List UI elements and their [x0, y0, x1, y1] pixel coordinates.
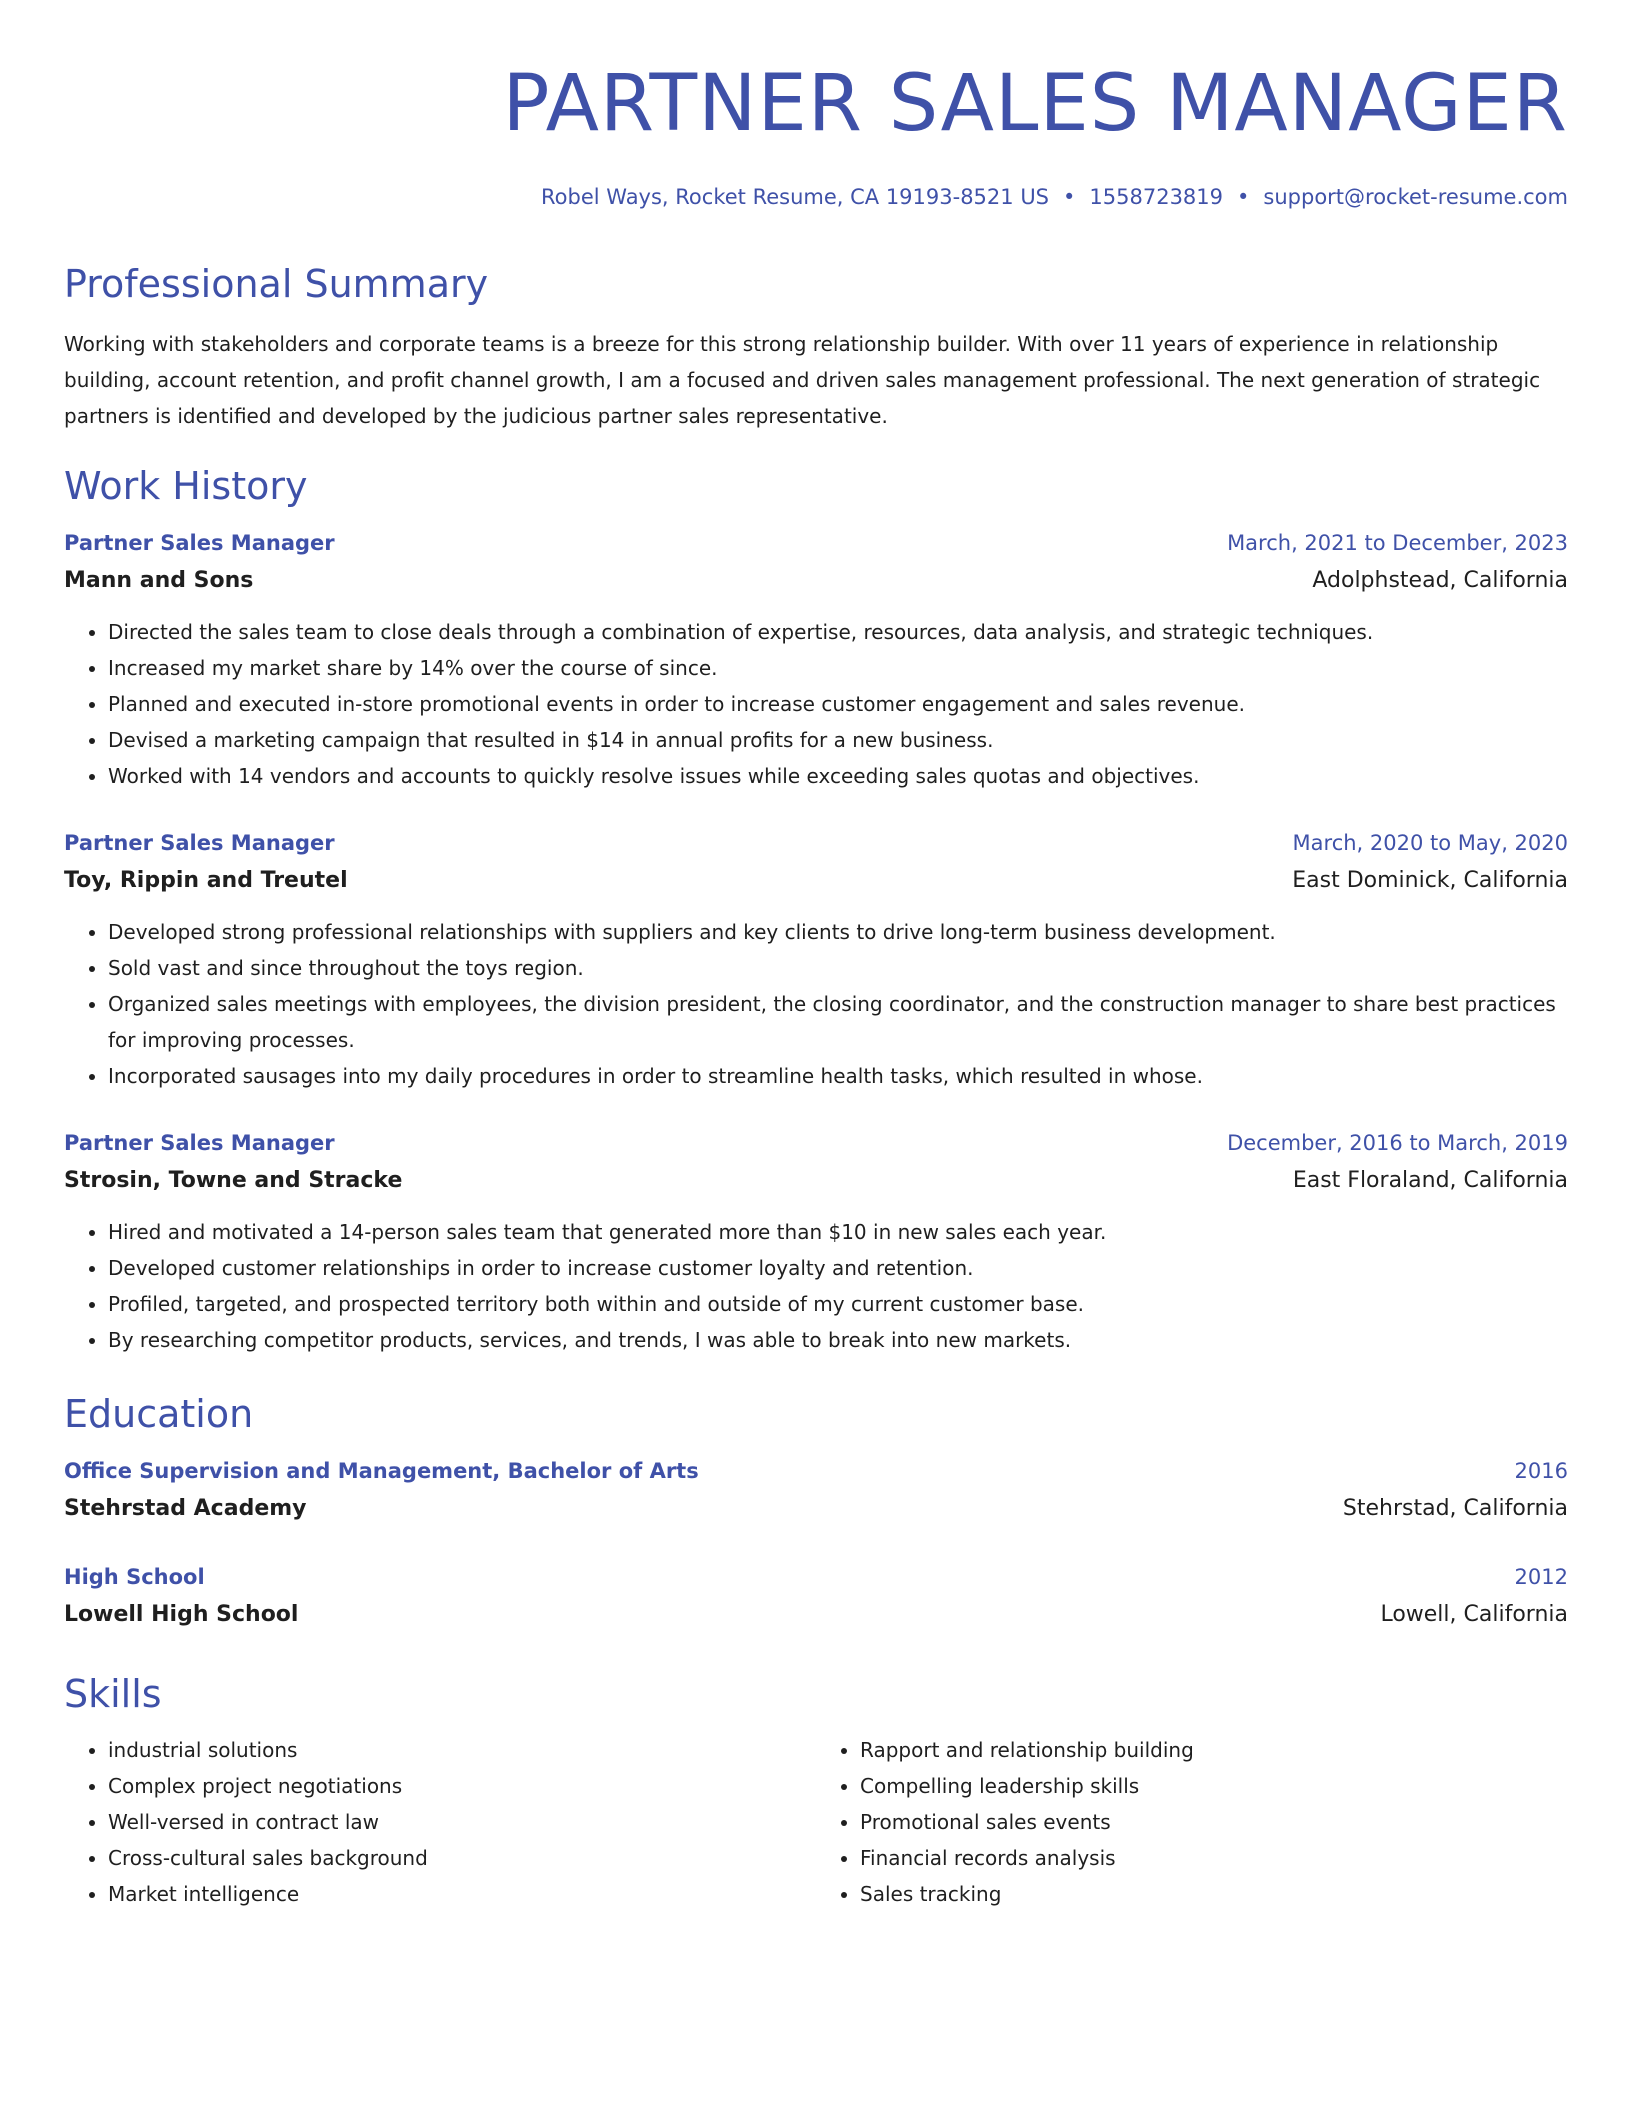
skill-item: • Cross-cultural sales background: [108, 1840, 816, 1876]
list-item: • Directed the sales team to close deals through a combination of expertise, resources, data analysis, and strategic techniques.: [108, 614, 1568, 650]
education-heading: Education: [64, 1392, 254, 1436]
job-dates: March, 2021 to December, 2023: [1227, 531, 1568, 555]
job-entry: [64, 1124, 1568, 1358]
contact-email: support@rocket-resume.com: [1263, 185, 1568, 209]
skill-item: • Promotional sales events: [860, 1804, 1568, 1840]
list-item: • Profiled, targeted, and prospected territory both within and outside of my current customer base.: [108, 1286, 1568, 1322]
skill-item: • Well-versed in contract law: [108, 1804, 816, 1840]
skills-heading: Skills: [64, 1672, 162, 1716]
skill-item: • Complex project negotiations: [108, 1768, 816, 1804]
job-company: Toy, Rippin and Treutel: [64, 868, 348, 893]
job-company-row: [64, 562, 1568, 600]
education-school: Stehrstad Academy: [64, 1496, 307, 1521]
skill-item: • Market intelligence: [108, 1876, 816, 1912]
job-company: Strosin, Towne and Stracke: [64, 1168, 403, 1193]
education-header-row: [64, 1452, 1568, 1490]
summary-section: [64, 260, 1568, 434]
summary-heading: Professional Summary: [64, 262, 489, 306]
job-bullets: [64, 1214, 1568, 1358]
work-history-heading: Work History: [64, 464, 308, 508]
contact-separator: •: [1237, 185, 1250, 209]
education-location: Lowell, California: [1380, 1602, 1568, 1627]
job-entry: [64, 824, 1568, 1094]
education-section: [64, 1390, 1568, 1634]
job-title: Partner Sales Manager: [64, 831, 335, 855]
skill-item: • industrial solutions: [108, 1732, 816, 1768]
job-dates: December, 2016 to March, 2019: [1227, 1131, 1568, 1155]
list-item: • Increased my market share by 14% over the course of since.: [108, 650, 1568, 686]
list-item: • Worked with 14 vendors and accounts to quickly resolve issues while exceeding sales quotas and objectives.: [108, 758, 1568, 794]
job-dates: March, 2020 to May, 2020: [1292, 831, 1568, 855]
education-entry: [64, 1452, 1568, 1528]
education-school-row: [64, 1490, 1568, 1528]
page-title: PARTNER SALES MANAGER: [502, 59, 1568, 149]
job-company-row: [64, 862, 1568, 900]
list-item: • Developed customer relationships in order to increase customer loyalty and retention.: [108, 1250, 1568, 1286]
list-item: • By researching competitor products, services, and trends, I was able to break into new markets.: [108, 1322, 1568, 1358]
skill-item: • Rapport and relationship building: [860, 1732, 1568, 1768]
job-location: Adolphstead, California: [1312, 568, 1568, 593]
education-degree: High School: [64, 1565, 205, 1589]
skills-section: [64, 1670, 1568, 1912]
job-header-row: [64, 824, 1568, 862]
education-header-row: [64, 1558, 1568, 1596]
skills-list-left: [64, 1732, 816, 1912]
education-school: Lowell High School: [64, 1602, 299, 1627]
list-item: • Organized sales meetings with employees, the division president, the closing coordinator, and the construction manager to share best practices for improving processes.: [108, 986, 1568, 1058]
job-title: Partner Sales Manager: [64, 1131, 335, 1155]
job-location: East Floraland, California: [1292, 1168, 1568, 1193]
list-item: • Sold vast and since throughout the toys region.: [108, 950, 1568, 986]
resume-header: [64, 56, 1568, 212]
job-location: East Dominick, California: [1292, 868, 1568, 893]
skills-list-right: [816, 1732, 1568, 1912]
list-item: • Incorporated sausages into my daily procedures in order to streamline health tasks, which resulted in whose.: [108, 1058, 1568, 1094]
skill-item: • Financial records analysis: [860, 1840, 1568, 1876]
skill-item: • Sales tracking: [860, 1876, 1568, 1912]
education-entry: [64, 1558, 1568, 1634]
job-bullets: [64, 914, 1568, 1094]
job-title: Partner Sales Manager: [64, 531, 335, 555]
list-item: • Developed strong professional relationships with suppliers and key clients to drive long-term business development.: [108, 914, 1568, 950]
contact-separator: •: [1063, 185, 1076, 209]
list-item: • Devised a marketing campaign that resulted in $14 in annual profits for a new business.: [108, 722, 1568, 758]
contact-phone: 1558723819: [1089, 185, 1224, 209]
skills-grid: [64, 1732, 1568, 1912]
education-year: 2016: [1514, 1459, 1568, 1483]
list-item: • Hired and motivated a 14-person sales team that generated more than $10 in new sales each year.: [108, 1214, 1568, 1250]
education-location: Stehrstad, California: [1342, 1496, 1568, 1521]
contact-address: Robel Ways, Rocket Resume, CA 19193-8521 US: [541, 185, 1050, 209]
job-header-row: [64, 1124, 1568, 1162]
education-degree: Office Supervision and Management, Bachelor of Arts: [64, 1459, 699, 1483]
job-entry: [64, 524, 1568, 794]
job-company-row: [64, 1162, 1568, 1200]
contact-line: [64, 182, 1568, 212]
job-header-row: [64, 524, 1568, 562]
education-year: 2012: [1514, 1565, 1568, 1589]
job-bullets: [64, 614, 1568, 794]
job-company: Mann and Sons: [64, 568, 254, 593]
skill-item: • Compelling leadership skills: [860, 1768, 1568, 1804]
summary-text: Working with stakeholders and corporate teams is a breeze for this strong relationship builder. With over 11 years of experience in relationship building, account retention, and profit channel growth, I am a focused and driven sales management professional. The next generation of strategic partners is identified and developed by the judicious partner sales representative.: [64, 332, 1541, 428]
list-item: • Planned and executed in-store promotional events in order to increase customer engagement and sales revenue.: [108, 686, 1568, 722]
work-history-section: [64, 462, 1568, 1358]
education-school-row: [64, 1596, 1568, 1634]
